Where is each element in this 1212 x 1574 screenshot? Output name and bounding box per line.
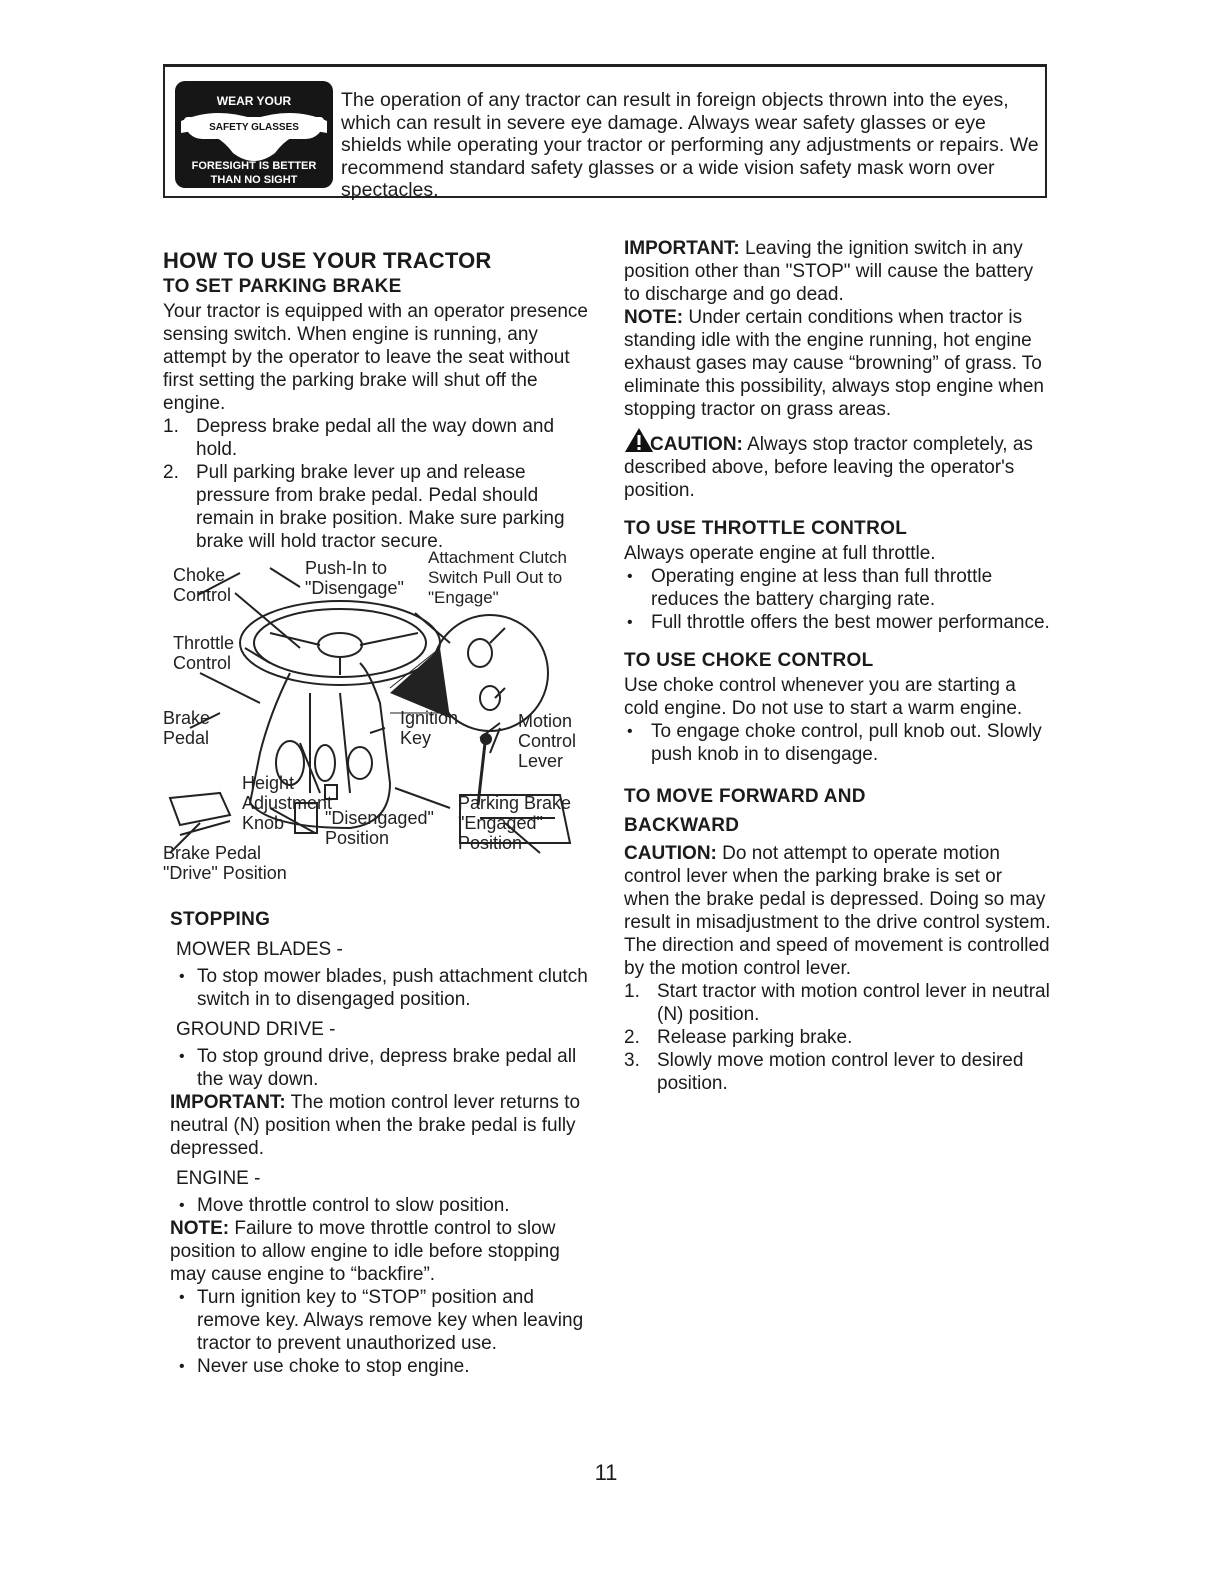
- move-caution: CAUTION: Do not attempt to operate motion control lever when the parking brake is set or when the brake pedal is depressed. Doing so may result in misadjustment to the drive control system.: [624, 843, 1051, 933]
- engine-label: ENGINE -: [176, 1168, 261, 1189]
- motion-control-label: Motion Control Lever: [518, 711, 577, 771]
- engine-list-1: [167, 1194, 600, 1217]
- list-item: 3. Slowly move motion control lever to desired position.: [624, 1050, 1024, 1094]
- list-item: 1. Start tractor with motion control lever in neutral (N) position.: [624, 981, 1050, 1025]
- list-item: • To engage choke control, pull knob out. Slowly push knob in to disengage.: [627, 721, 1042, 765]
- throttle-control-label: Throttle Control: [173, 633, 235, 673]
- ignition-important: IMPORTANT: Leaving the ignition switch in any position other than "STOP" will cause the battery to discharge and go dead.: [624, 238, 1034, 305]
- throttle-list: [621, 565, 1051, 634]
- brake-pedal-label: Brake Pedal: [163, 708, 211, 748]
- throttle-intro: Always operate engine at full throttle.: [624, 543, 936, 564]
- list-item: • Never use choke to stop engine.: [179, 1356, 470, 1377]
- parking-brake-steps: [160, 415, 600, 553]
- list-item: • To stop ground drive, depress brake pedal all the way down.: [179, 1046, 577, 1090]
- parking-brake-engaged-label: Parking Brake "Engaged" Position: [458, 793, 572, 853]
- move-heading: TO MOVE FORWARD AND BACKWARD: [624, 786, 866, 836]
- disengaged-position-label: "Disengaged" Position: [325, 808, 434, 848]
- move-intro: The direction and speed of movement is controlled by the motion control lever.: [624, 935, 1050, 979]
- browning-note: NOTE: Under certain conditions when tractor is standing idle with the engine running, hot engine exhaust gases may cause “browning” of grass. To eliminate this possibility, always stop engine when stopping tractor on grass areas.: [624, 307, 1044, 420]
- left-column: [160, 240, 600, 1378]
- stopping-note: NOTE: Failure to move throttle control to slow position to allow engine to idle before stopping may cause engine to “backfire”.: [170, 1218, 560, 1285]
- stopping-heading: STOPPING: [170, 909, 271, 930]
- safety-banner: [163, 64, 1047, 201]
- parking-brake-heading: TO SET PARKING BRAKE: [163, 276, 402, 297]
- list-item: 2. Release parking brake.: [624, 1027, 853, 1048]
- choke-heading: TO USE CHOKE CONTROL: [624, 650, 874, 671]
- badge-line-4: THAN NO SIGHT: [210, 174, 298, 186]
- push-in-label: Push-In to "Disengage": [305, 558, 404, 598]
- right-column: [621, 237, 1051, 1095]
- attachment-clutch-label: Attachment Clutch Switch Pull Out to "Engage": [428, 548, 567, 607]
- list-item: • Operating engine at less than full throttle reduces the battery charging rate.: [627, 566, 993, 610]
- controls-diagram: [160, 548, 600, 903]
- ground-drive-label: GROUND DRIVE -: [176, 1019, 336, 1040]
- list-item: 2. Pull parking brake lever up and release pressure from brake pedal. Pedal should remain in brake position. Make sure parking brake will hold tractor secure.: [163, 462, 565, 552]
- list-item: • Full throttle offers the best mower performance.: [627, 612, 1050, 633]
- list-item: • Turn ignition key to “STOP” position and remove key. Always remove key when leaving tractor to prevent unauthorized use.: [179, 1287, 584, 1354]
- throttle-heading: TO USE THROTTLE CONTROL: [624, 518, 908, 539]
- brake-pedal-drive-label: Brake Pedal "Drive" Position: [163, 843, 287, 883]
- choke-list: [621, 720, 1051, 766]
- list-item: • To stop mower blades, push attachment clutch switch in to disengaged position.: [179, 966, 588, 1010]
- choke-intro: Use choke control whenever you are starting a cold engine. Do not use to start a warm engine.: [624, 675, 1023, 719]
- badge-line-1: WEAR YOUR: [216, 94, 292, 108]
- ground-drive-list: [167, 1045, 600, 1091]
- mower-blades-label: MOWER BLADES -: [176, 939, 343, 960]
- mower-blades-list: [167, 965, 600, 1011]
- engine-list-2: [167, 1286, 600, 1378]
- banner-text: The operation of any tractor can result in foreign objects thrown into the eyes, which can result in severe eye damage. Always wear safety glasses or eye shields while operating your tractor or performing any adjustments or repairs. We recommend standard safety glasses or a wide vision safety mask worn over spectacles.: [341, 89, 1039, 201]
- stopping-important: IMPORTANT: The motion control lever returns to neutral (N) position when the brake pedal is fully depressed.: [170, 1092, 581, 1159]
- page-number: 11: [594, 1460, 618, 1485]
- list-item: 1. Depress brake pedal all the way down and hold.: [163, 416, 555, 460]
- move-steps: [621, 980, 1051, 1095]
- height-adjustment-label: Height Adjustment Knob: [242, 773, 333, 833]
- parking-brake-intro: Your tractor is equipped with an operator presence sensing switch. When engine is running, any attempt by the operator to leave the seat without first setting the parking brake will shut off the engine.: [163, 301, 588, 414]
- list-item: • Move throttle control to slow position.: [179, 1195, 510, 1216]
- badge-line-3: FORESIGHT IS BETTER: [191, 160, 317, 172]
- safety-glasses-badge: [175, 81, 333, 188]
- choke-control-label: Choke Control: [173, 565, 232, 605]
- ignition-key-label: Ignition Key: [400, 708, 459, 748]
- badge-line-2: SAFETY GLASSES: [184, 117, 324, 139]
- stopping-section: [167, 909, 600, 1378]
- stop-caution: CAUTION: Always stop tractor completely, as described above, before leaving the operator's position.: [624, 427, 1051, 502]
- page-title: HOW TO USE YOUR TRACTOR: [163, 248, 492, 273]
